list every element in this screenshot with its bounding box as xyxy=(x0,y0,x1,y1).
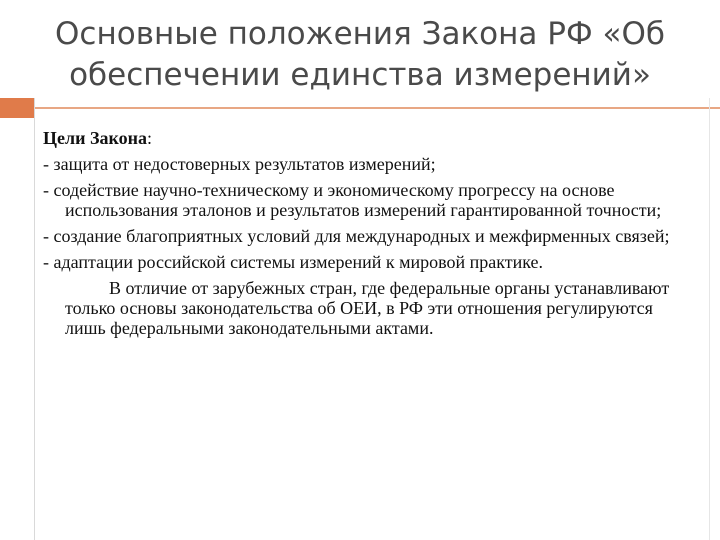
accent-square xyxy=(0,98,34,118)
goal-item-1: - защита от недостоверных результатов измерений; xyxy=(43,154,436,174)
goal-item-3: - создание благоприятных условий для международных и межфирменных связей; xyxy=(43,226,670,246)
goal-item-2: - содействие научно-техническому и экономическому прогрессу на основе использования эталонов и результатов измерений гарантированной точности; xyxy=(43,180,662,220)
goal-item-4: - адаптации российской системы измерений к мировой практике. xyxy=(43,252,544,272)
goals-heading-colon: : xyxy=(146,128,152,148)
slide-title xyxy=(20,14,700,96)
title-line-1: Основные положения Закона РФ «Об xyxy=(55,16,665,52)
note-paragraph: В отличие от зарубежных стран, где федеральные органы устанавливают только основы законодательства об ОЕИ, в РФ эти отношения регулируются лишь федеральными законодательными актами. xyxy=(65,278,670,338)
accent-divider xyxy=(34,107,720,109)
right-vertical-rule xyxy=(709,98,710,540)
goals-heading-label: Цели Закона xyxy=(43,128,147,148)
goals-heading xyxy=(43,128,683,148)
title-line-2: обеспечении единства измерений» xyxy=(69,57,651,93)
slide-body xyxy=(43,128,683,344)
left-vertical-rule xyxy=(34,98,35,540)
